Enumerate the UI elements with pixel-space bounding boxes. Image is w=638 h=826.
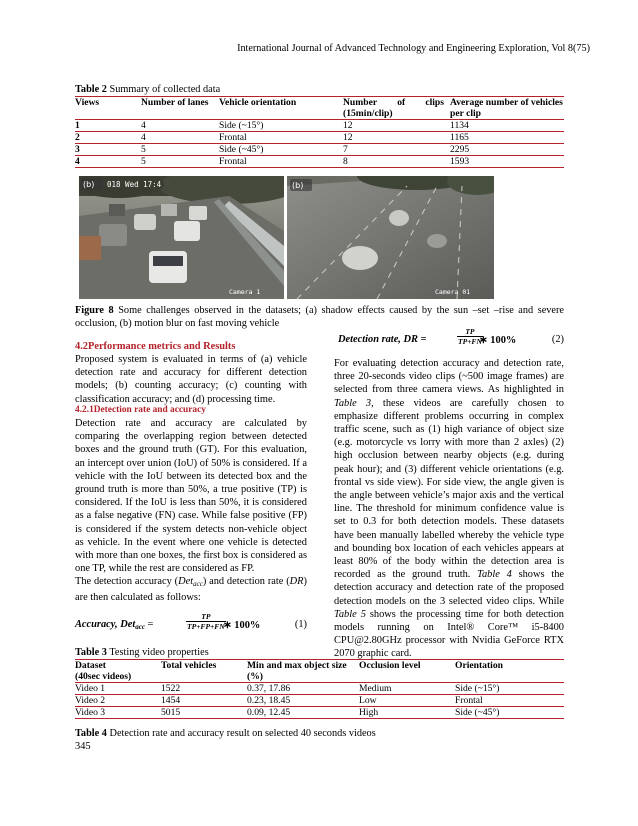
table2-header-orientation: Vehicle orientation <box>219 97 343 120</box>
left-paragraph-1: Proposed system is evaluated in terms of (a) vehicle detection rate and accuracy for different detection models; (b) counting accuracy; (c) counting with classification accuracy; and (d) processing time. <box>75 354 307 405</box>
table-row: Video 1 1522 0.37, 17.86 Medium Side (~15°) <box>75 683 564 695</box>
table2-header-lanes: Number of lanes <box>141 97 219 120</box>
page-number: 345 <box>75 741 91 752</box>
table-row: 4 5 Frontal 8 1593 <box>75 156 564 168</box>
right-paragraph: For evaluating detection accuracy and detection rate, three 20-seconds video clips (~500 image frames) are selected from three camera views. As highlighted in Table 3, these videos are carefully chosen to emphasize different problems occurring in complex traffic scene, such as (1) high variance of object size (e.g. motorcycle vs lorry with more than 2 axles) (2) high occlusion between nearby objects (e.g. during peak hour); and (3) different vehicle orientations (e.g. frontal vs side view). For side view, the angle given is the angle between vehicle’s major axis and the vertical line. The threshold for minimum confidence value is set to 0.3 for both detection models. These datasets have been manually labelled whereby the vehicle type and bounding box location of each vehicles appears at least 80% of the body within the detection area is recorded as the ground truth. Table 4 shows the detection accuracy and detection rate of the proposed detection models on the 3 selected video clips. While Table 5 shows the processing time for both detection models running on Intel® Core™ i5-8400 CPU@2.80GHz processor with Nvidia GeForce RTX 2070 graphic card. <box>334 358 564 660</box>
table2-header-clips: Number of clips (15min/clip) <box>343 97 450 120</box>
table-row: 1 4 Side (~15°) 12 1134 <box>75 120 564 132</box>
table-row: 3 5 Side (~45°) 7 2295 <box>75 144 564 156</box>
table-row: Video 2 1454 0.23, 18.45 Low Frontal <box>75 695 564 707</box>
table2-header-views: Views <box>75 97 141 120</box>
figure8-panel-a-photo <box>79 176 284 299</box>
table3 <box>75 659 564 719</box>
left-paragraph-3: The detection accuracy (Detacc) and detection rate (DR) are then calculated as follows: <box>75 576 307 604</box>
table4-caption: Table 4 Detection rate and accuracy result on selected 40 seconds videos <box>75 728 376 739</box>
table2-caption: Table 2 Summary of collected data <box>75 84 221 95</box>
figure8-panel-b-photo <box>287 176 494 299</box>
table3-header-total: Total vehicles <box>161 660 247 683</box>
table-row: 2 4 Frontal 12 1165 <box>75 132 564 144</box>
table-row: Video 3 5015 0.09, 12.45 High Side (~45°) <box>75 707 564 719</box>
figure8-caption: Figure 8 Some challenges observed in the datasets; (a) shadow effects caused by the sun –set –rise and severe occlusion, (b) motion blur on fast moving vehicle <box>75 305 565 329</box>
table3-header-minmax: Min and max object size (%) <box>247 660 359 683</box>
section-heading: 4.2Performance metrics and Results <box>75 341 236 352</box>
equation-1: Accuracy, Detacc = TP TP+FP+FN ∗ 100% (1) <box>75 612 307 631</box>
table3-header-orientation: Orientation <box>455 660 564 683</box>
figure8-panel-a-camera: Camera 1 <box>229 288 261 296</box>
table3-header-occlusion: Occlusion level <box>359 660 455 683</box>
subsection-heading: 4.2.1Detection rate and accuracy <box>75 405 206 415</box>
equation-2: Detection rate, DR = TP TP+FN ∗ 100% (2) <box>338 327 564 346</box>
running-header: International Journal of Advanced Technology and Engineering Exploration, Vol 8(75) <box>237 43 590 54</box>
figure8-panel-a-timestamp: 018 Wed 17:4 <box>107 180 162 189</box>
table2-header-row <box>75 97 564 120</box>
table3-header-dataset: Dataset (40sec videos) <box>75 660 161 683</box>
figure8-panel-b-camera: Camera 01 <box>435 288 471 296</box>
table3-caption: Table 3 Testing video properties <box>75 647 209 658</box>
figure8-panel-a-label: (b) <box>83 180 95 189</box>
table3-header-row <box>75 660 564 683</box>
table2 <box>75 96 564 168</box>
left-paragraph-2: Detection rate and accuracy are calculated by comparing the overlapping region between detected boxes and the ground truth (GT). For this evaluation, an intercept over union (IoU) of 50% is considered. If a vehicle with the IoU between its detected box and the ground truth is more than 50%, a true positive (TP) is considered. If the IoU is less than 50%, it is considered as a false negative (FN) case. While false positive (FP) is considered if the system detects non-vehicle object as vehicle. In the event where one vehicle is detected with more than one boxes, the first box is considered as one TP, while the rest are considered as FP. <box>75 418 307 575</box>
table2-header-avg: Average number of vehicles per clip <box>450 97 563 119</box>
figure8-panel-b-label: (b) <box>292 181 304 190</box>
